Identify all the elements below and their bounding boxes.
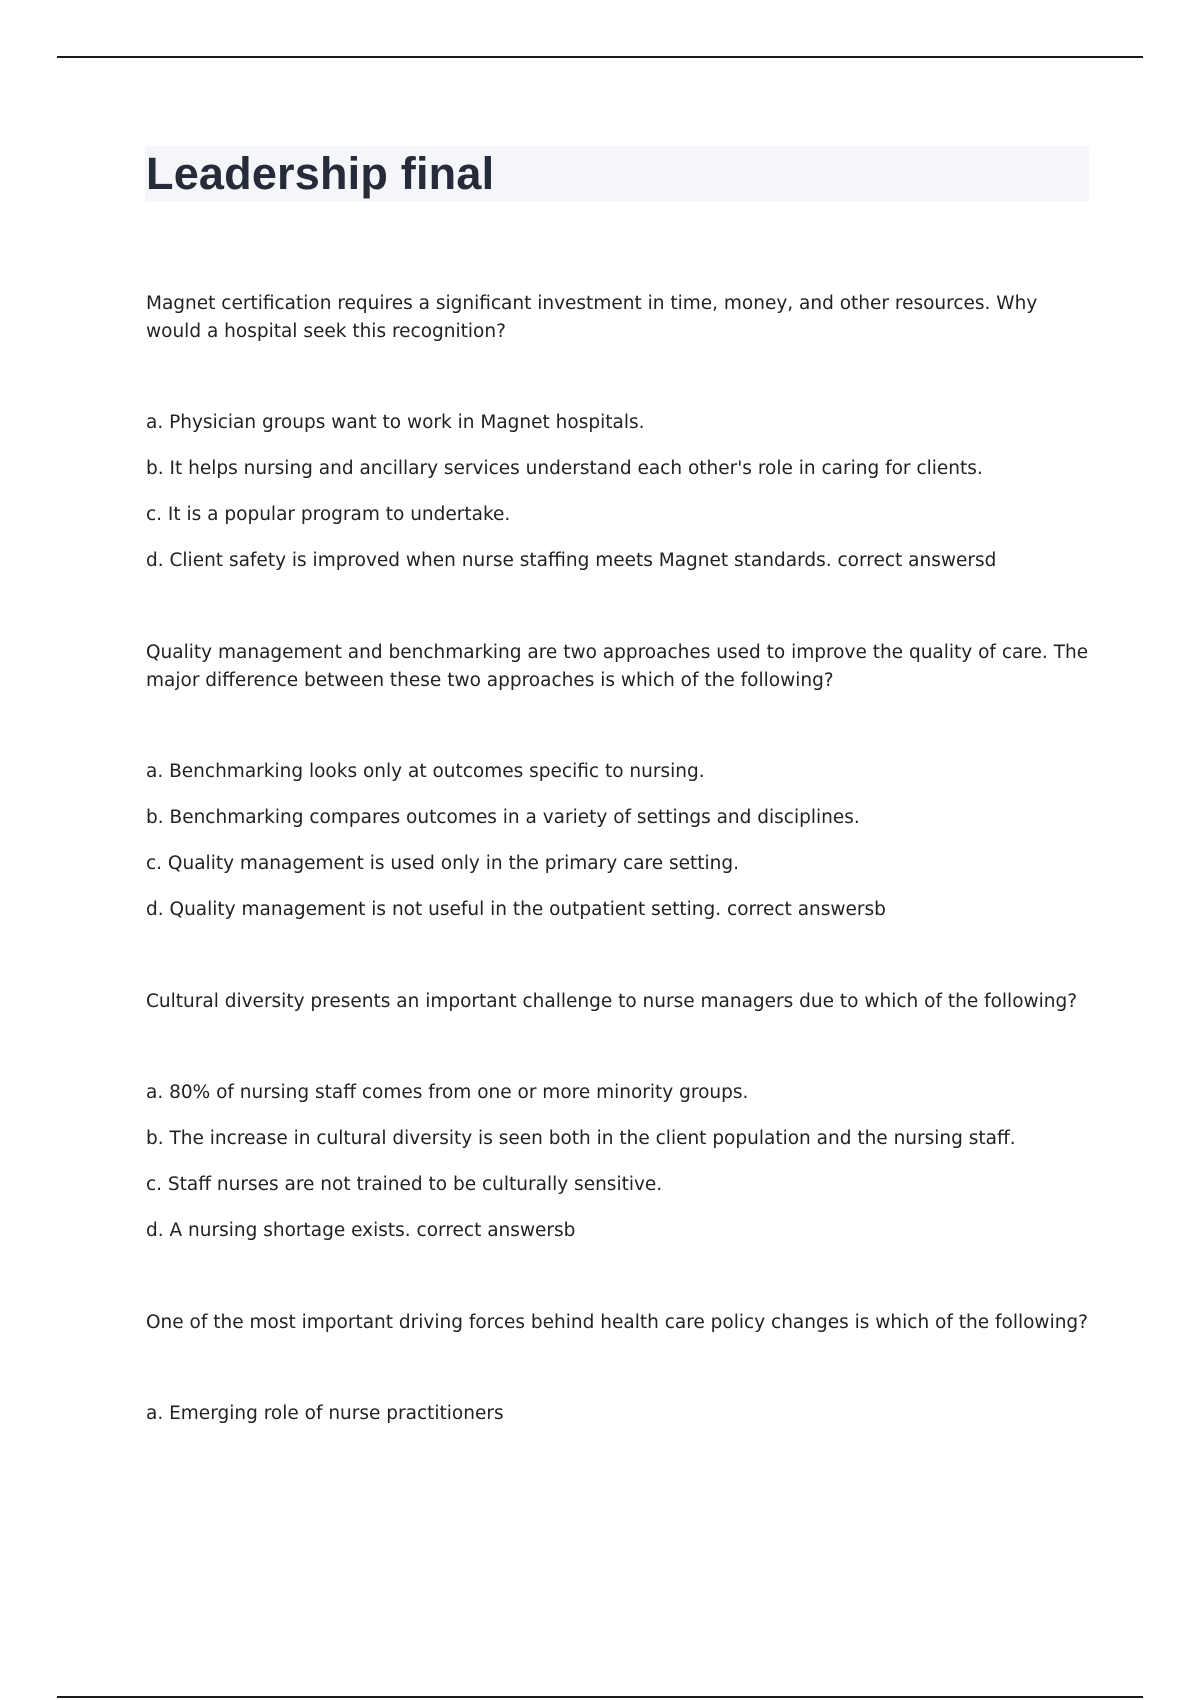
question-block [146, 988, 1096, 1245]
answer-options [146, 758, 1096, 924]
question-block [146, 639, 1096, 924]
question-text: Magnet certification requires a significant investment in time, money, and other resources. Why would a hospital seek this recognition? [146, 293, 1038, 342]
bottom-rule [57, 1696, 1143, 1698]
answer-option: d. Quality management is not useful in the outpatient setting. correct answersb [146, 899, 886, 920]
answer-option: d. Client safety is improved when nurse staffing meets Magnet standards. correct answersd [146, 550, 997, 571]
answer-option: a. Emerging role of nurse practitioners [146, 1403, 504, 1424]
document-body [146, 290, 1096, 1492]
answer-option: b. Benchmarking compares outcomes in a variety of settings and disciplines. [146, 807, 860, 828]
document-title: Leadership final [146, 148, 495, 199]
question-block [146, 290, 1096, 575]
answer-option: b. It helps nursing and ancillary services understand each other's role in caring for clients. [146, 458, 983, 479]
answer-option: c. Staff nurses are not trained to be culturally sensitive. [146, 1174, 663, 1195]
answer-option: a. 80% of nursing staff comes from one or more minority groups. [146, 1082, 749, 1103]
answer-options [146, 1400, 1096, 1428]
answer-option: b. The increase in cultural diversity is seen both in the client population and the nursing staff. [146, 1128, 1016, 1149]
top-rule [57, 56, 1143, 58]
answer-options [146, 409, 1096, 575]
answer-option: d. A nursing shortage exists. correct answersb [146, 1220, 576, 1241]
answer-option: a. Physician groups want to work in Magnet hospitals. [146, 412, 645, 433]
answer-option: c. It is a popular program to undertake. [146, 504, 511, 525]
question-text: Cultural diversity presents an important challenge to nurse managers due to which of the following? [146, 991, 1078, 1012]
question-text: One of the most important driving forces behind health care policy changes is which of the following? [146, 1312, 1088, 1333]
answer-options [146, 1079, 1096, 1245]
answer-option: a. Benchmarking looks only at outcomes specific to nursing. [146, 761, 705, 782]
answer-option: c. Quality management is used only in the primary care setting. [146, 853, 740, 874]
question-text: Quality management and benchmarking are two approaches used to improve the quality of care. The major difference between these two approaches is which of the following? [146, 642, 1089, 691]
question-block [146, 1309, 1096, 1428]
